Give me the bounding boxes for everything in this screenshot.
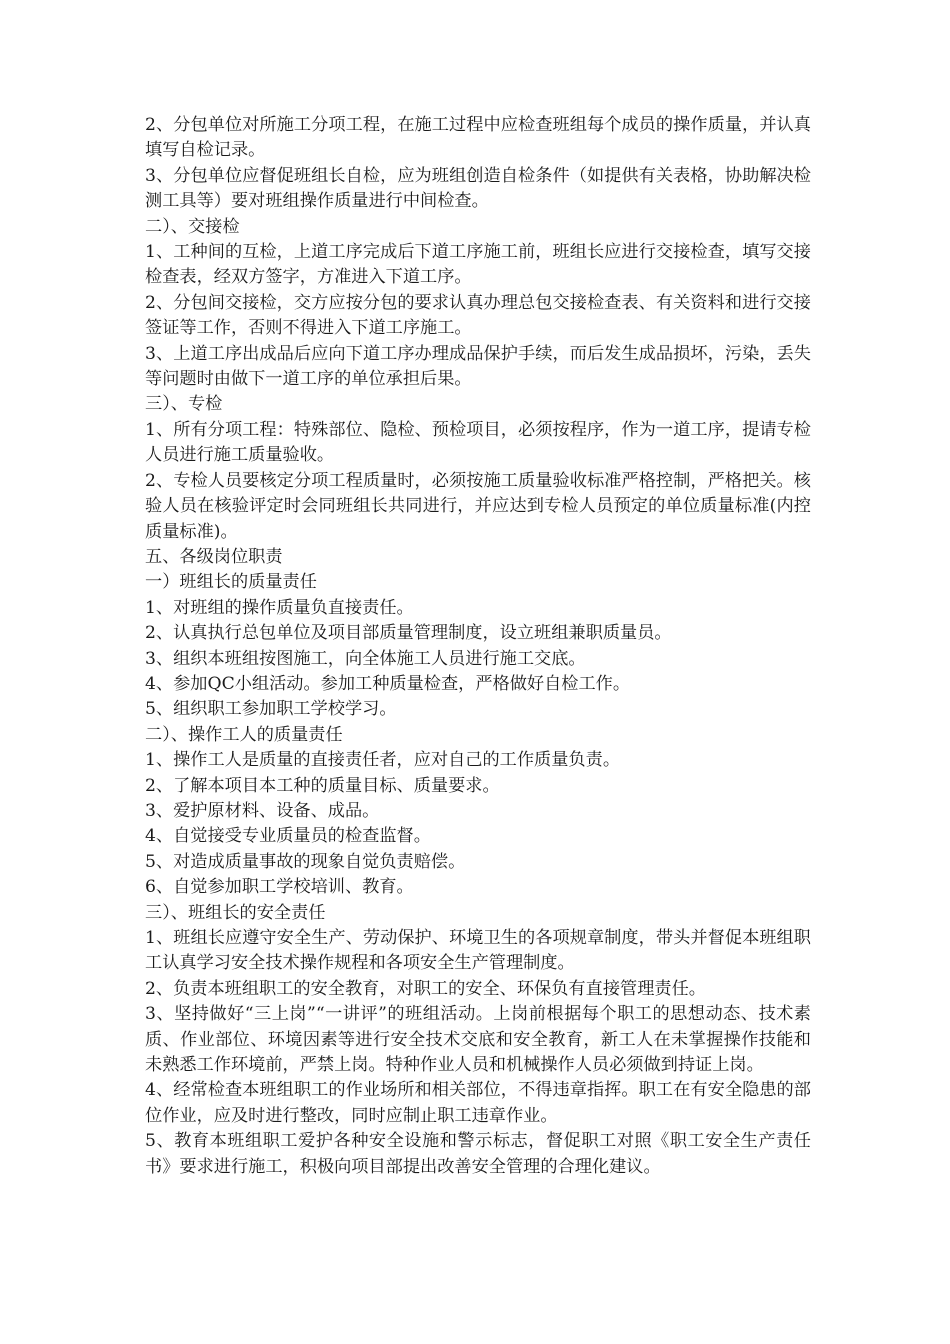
- paragraph: 5、教育本班组职工爱护各种安全设施和警示标志，督促职工对照《职工安全生产责任书》要求进行施工，积极向项目部提出改善安全管理的合理化建议。: [145, 1131, 811, 1177]
- paragraph: 2、分包单位对所施工分项工程，在施工过程中应检查班组每个成员的操作质量，并认真填写自检记录。: [145, 115, 811, 161]
- paragraph: 5、组织职工参加职工学校学习。: [145, 699, 397, 720]
- paragraph: 3、组织本班组按图施工，向全体施工人员进行施工交底。: [145, 648, 586, 669]
- section-heading: 二）、交接检: [145, 216, 240, 237]
- paragraph: 3、爱护原材料、设备、成品。: [145, 800, 380, 821]
- paragraph: 2、认真执行总包单位及项目部质量管理制度，设立班组兼职质量员。: [145, 623, 672, 644]
- paragraph: 2、分包间交接检，交方应按分包的要求认真办理总包交接检查表、有关资料和进行交接签证等工作，否则不得进入下道工序施工。: [145, 292, 811, 339]
- section-heading: 二）、操作工人的质量责任: [145, 724, 343, 745]
- paragraph: 3、坚持做好“三上岗”“一讲评”的班组活动。上岗前根据每个职工的思想动态、技术素质、作业部位、环境因素等进行安全技术交底和安全教育，新工人在未掌握操作技能和未熟悉工作环境前，严禁上岗。特种作业人员和机械操作人员必须做到持证上岗。: [145, 1004, 811, 1076]
- chapter-heading: 五、各级岗位职责: [145, 546, 283, 567]
- paragraph: 1、对班组的操作质量负直接责任。: [145, 597, 414, 618]
- paragraph: 5、对造成质量事故的现象自觉负责赔偿。: [145, 851, 466, 872]
- paragraph: 3、上道工序出成品后应向下道工序办理成品保护手续，而后发生成品损坏，污染，丢失等问题时由做下一道工序的单位承担后果。: [145, 343, 811, 390]
- section-heading: 一）班组长的质量责任: [145, 572, 317, 593]
- paragraph: 1、工种间的互检，上道工序完成后下道工序施工前，班组长应进行交接检查，填写交接检查表，经双方签字，方准进入下道工序。: [145, 242, 811, 288]
- paragraph: 6、自觉参加职工学校培训、教育。: [145, 877, 414, 898]
- paragraph: 4、经常检查本班组职工的作业场所和相关部位，不得违章指挥。职工在有安全隐患的部位作业，应及时进行整改，同时应制止职工违章作业。: [145, 1080, 811, 1126]
- paragraph: 2、负责本班组职工的安全教育，对职工的安全、环保负有直接管理责任。: [145, 978, 706, 999]
- paragraph: 3、分包单位应督促班组长自检，应为班组创造自检条件（如提供有关表格，协助解决检测工具等）要对班组操作质量进行中间检查。: [145, 165, 811, 212]
- paragraph: 4、自觉接受专业质量员的检查监督。: [145, 826, 431, 847]
- document-body: [145, 113, 811, 1180]
- paragraph: 1、操作工人是质量的直接责任者，应对自己的工作质量负责。: [145, 750, 621, 771]
- paragraph: 2、了解本项目本工种的质量目标、质量要求。: [145, 775, 500, 796]
- paragraph: 1、所有分项工程：特殊部位、隐检、预检项目，必须按程序，作为一道工序，提请专检人员进行施工质量验收。: [145, 419, 811, 466]
- section-heading: 三）、专检: [145, 394, 223, 415]
- paragraph: 1、班组长应遵守安全生产、劳动保护、环境卫生的各项规章制度，带头并督促本班组职工认真学习安全技术操作规程和各项安全生产管理制度。: [145, 928, 811, 974]
- paragraph: 2、专检人员要核定分项工程质量时，必须按施工质量验收标准严格控制，严格把关。核验人员在核验评定时会同班组长共同进行，并应达到专检人员预定的单位质量标准(内控质量标准)。: [145, 470, 811, 542]
- paragraph: 4、参加QC小组活动。参加工种质量检查，严格做好自检工作。: [145, 673, 631, 694]
- section-heading: 三）、班组长的安全责任: [145, 902, 326, 923]
